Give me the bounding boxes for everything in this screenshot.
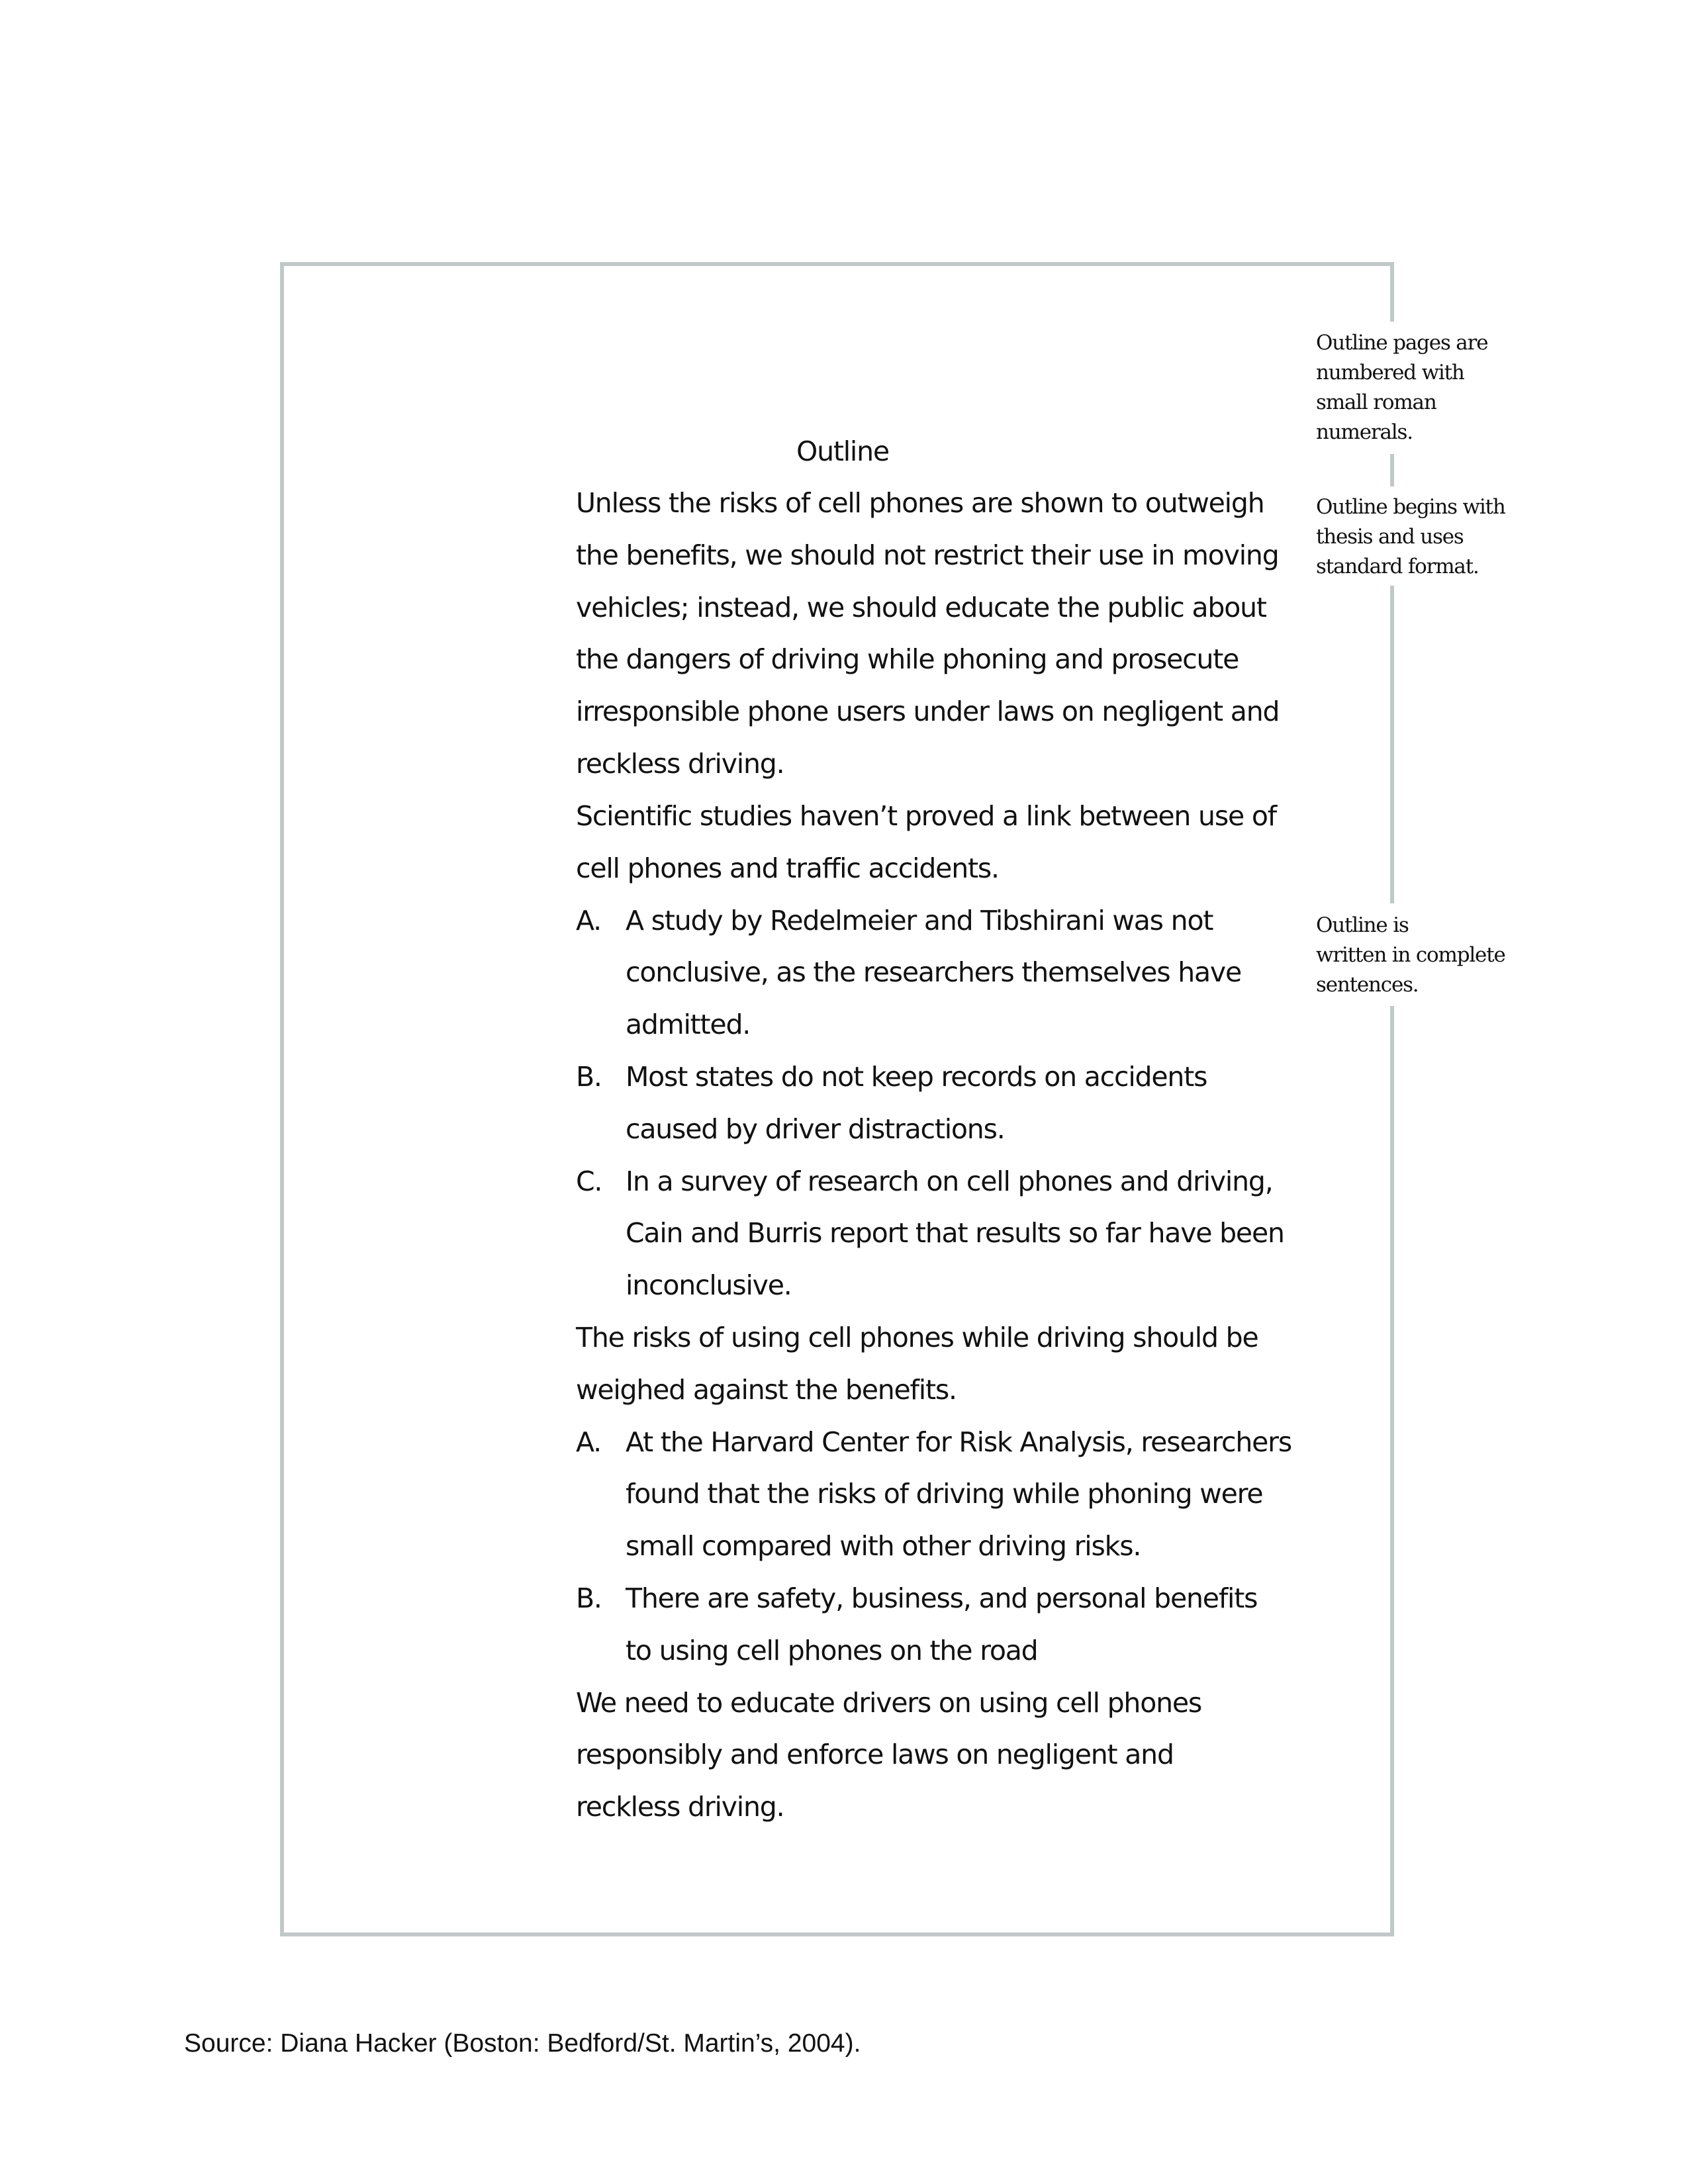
thesis-line: Unless the risks of cell phones are shown to outweigh xyxy=(576,487,1264,519)
annotation-line: Outline begins with xyxy=(1316,495,1505,519)
sub-item-label: A. xyxy=(576,1426,601,1458)
sub-item-label: C. xyxy=(576,1165,602,1197)
annotation-line: written in complete xyxy=(1316,943,1505,967)
annotation-line: Outline is xyxy=(1316,913,1409,937)
outline-item-line: weighed against the benefits. xyxy=(576,1374,957,1406)
sub-item-line: There are safety, business, and personal benefits xyxy=(626,1582,1258,1614)
sub-item-line: In a survey of research on cell phones and driving, xyxy=(626,1165,1273,1197)
sub-item-line: Cain and Burris report that results so far have been xyxy=(626,1217,1284,1249)
sub-item-line: admitted. xyxy=(626,1009,751,1040)
thesis-line: the dangers of driving while phoning and prosecute xyxy=(576,643,1239,675)
annotation-line: numbered with xyxy=(1316,361,1464,385)
annotation-line: sentences. xyxy=(1316,973,1419,997)
annotation-thesis-format xyxy=(1316,492,1534,582)
annotation-line: numerals. xyxy=(1316,420,1413,444)
annotation-line: Outline pages are xyxy=(1316,331,1488,355)
outline-item-line: We need to educate drivers on using cell phones xyxy=(576,1687,1202,1719)
thesis-line: reckless driving. xyxy=(576,748,784,780)
sub-item-line: A study by Redelmeier and Tibshirani was not xyxy=(626,905,1213,936)
sub-item-label: B. xyxy=(576,1582,602,1614)
thesis-line: the benefits, we should not restrict their use in moving xyxy=(576,539,1279,571)
outline-item-line: Scientific studies haven’t proved a link between use of xyxy=(576,800,1276,832)
sub-item-line: caused by driver distractions. xyxy=(626,1113,1005,1145)
outline-item-line: responsibly and enforce laws on negligent and xyxy=(576,1739,1174,1770)
sub-item-line: conclusive, as the researchers themselves have xyxy=(626,956,1242,988)
thesis-line: vehicles; instead, we should educate the public about xyxy=(576,592,1266,623)
annotation-line: small roman xyxy=(1316,390,1436,414)
sub-item-line: found that the risks of driving while phoning were xyxy=(626,1478,1263,1510)
outline-item-line: cell phones and traffic accidents. xyxy=(576,852,999,884)
sub-item-line: inconclusive. xyxy=(626,1269,792,1301)
sub-item-line: At the Harvard Center for Risk Analysis, researchers xyxy=(626,1426,1292,1458)
sub-item-label: B. xyxy=(576,1061,602,1093)
thesis-line: irresponsible phone users under laws on negligent and xyxy=(576,696,1280,727)
outline-item-line: The risks of using cell phones while driving should be xyxy=(576,1322,1258,1353)
sub-item-line: to using cell phones on the road xyxy=(626,1635,1038,1666)
sub-item-line: small compared with other driving risks. xyxy=(626,1530,1141,1562)
page-title: Outline xyxy=(796,435,889,467)
sub-item-label: A. xyxy=(576,905,601,936)
source-citation: Source: Diana Hacker (Boston: Bedford/St. Martin’s, 2004). xyxy=(184,2029,861,2058)
annotation-page-numbering xyxy=(1316,328,1534,447)
outline-item-line: reckless driving. xyxy=(576,1791,784,1823)
annotation-line: standard format. xyxy=(1316,555,1479,578)
annotation-complete-sentences xyxy=(1316,911,1534,1000)
annotation-line: thesis and uses xyxy=(1316,525,1464,549)
sub-item-line: Most states do not keep records on accidents xyxy=(626,1061,1207,1093)
